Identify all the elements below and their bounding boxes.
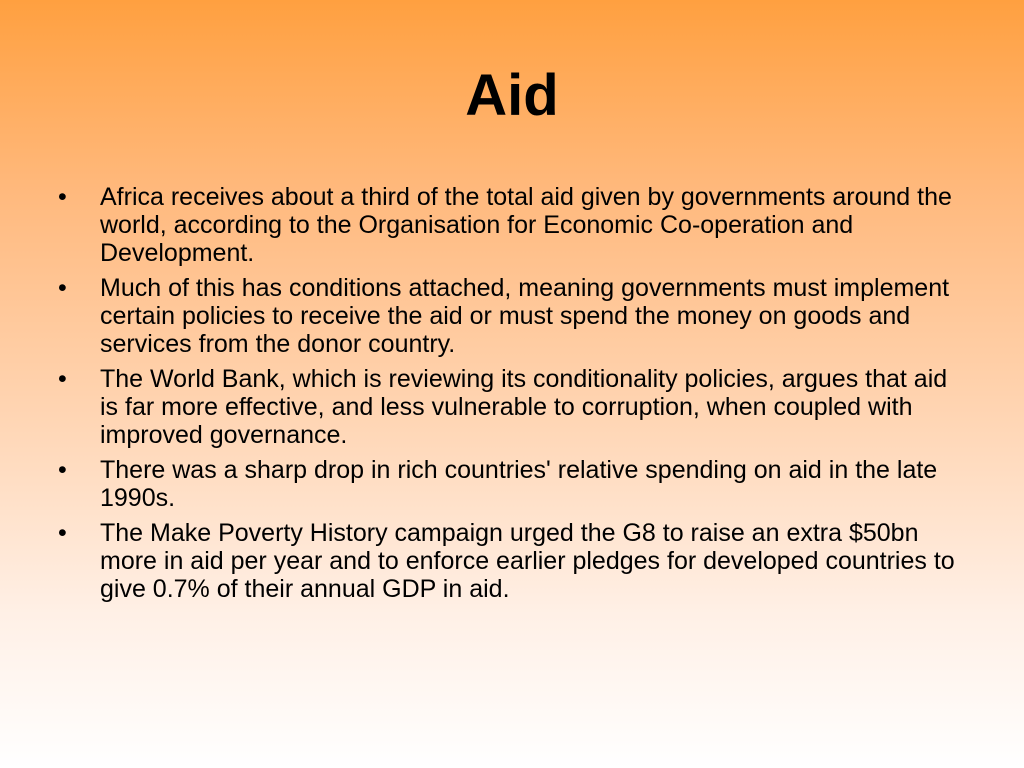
bullet-text: Much of this has conditions attached, meaning governments must implement certain policies to receive the aid or must spend the money on goods and services from the donor country. xyxy=(100,274,950,358)
slide-title: Aid xyxy=(465,63,559,128)
bullet-icon: • xyxy=(58,365,67,393)
bullet-text: There was a sharp drop in rich countries' relative spending on aid in the late 1990s. xyxy=(100,456,938,512)
bullet-text: The World Bank, which is reviewing its conditionality policies, argues that aid is far more effective, and less vulnerable to corruption, when coupled with improved governance. xyxy=(100,365,948,449)
bullet-item xyxy=(58,456,968,512)
bullet-text: Africa receives about a third of the total aid given by governments around the world, according to the Organisation for Economic Co-operation and Development. xyxy=(100,183,952,267)
bullet-item xyxy=(58,365,968,449)
bullet-item xyxy=(58,183,968,267)
bullet-item xyxy=(58,274,968,358)
bullet-text: The Make Poverty History campaign urged the G8 to raise an extra $50bn more in aid per year and to enforce earlier pledges for developed countries to give 0.7% of their annual GDP in aid. xyxy=(100,519,955,603)
bullet-icon: • xyxy=(58,274,67,302)
bullet-list xyxy=(58,183,968,610)
bullet-icon: • xyxy=(58,183,67,211)
bullet-icon: • xyxy=(58,519,67,547)
bullet-icon: • xyxy=(58,456,67,484)
bullet-item xyxy=(58,519,968,603)
